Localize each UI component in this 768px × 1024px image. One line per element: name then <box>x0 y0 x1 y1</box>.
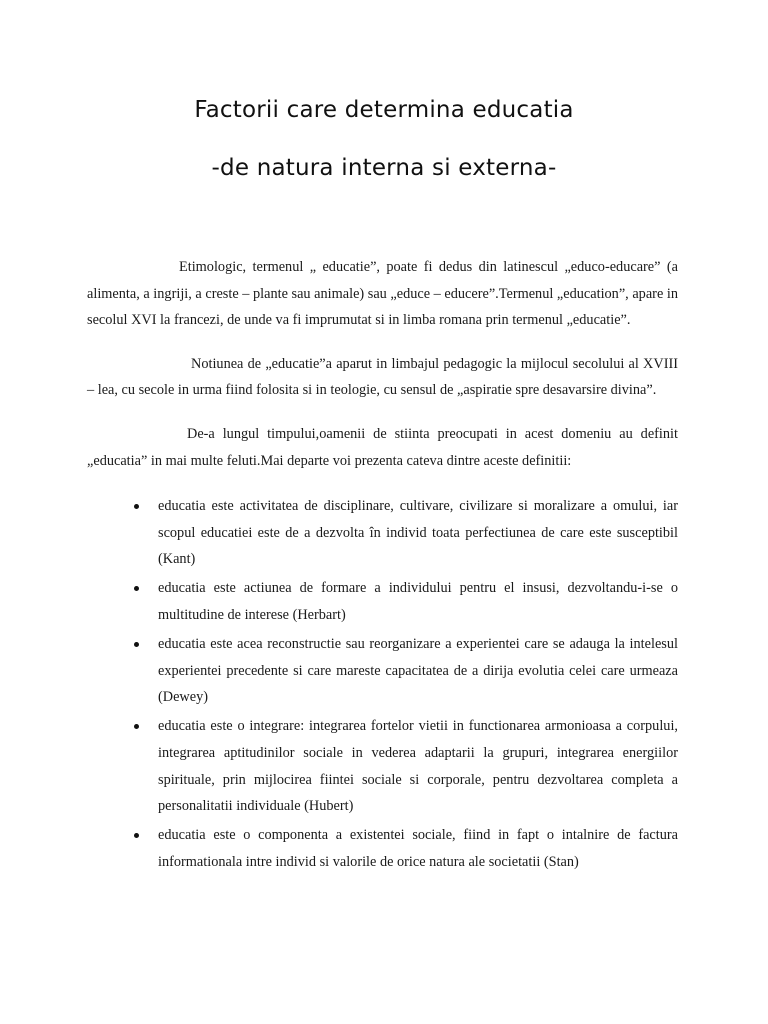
bullet-icon <box>134 504 139 509</box>
list-item <box>158 822 678 875</box>
list-item <box>158 575 678 628</box>
definitions-list <box>87 493 678 875</box>
list-item <box>158 631 678 711</box>
bullet-icon <box>134 833 139 838</box>
bullet-icon <box>134 724 139 729</box>
list-item <box>158 713 678 819</box>
list-item <box>158 493 678 573</box>
definition-kant: educatia este activitatea de disciplinare, cultivare, civilizare si moralizare a omului, iar scopul educatiei este de a dezvolta în individ toata perfectiunea de care este susceptibil (Kant) <box>158 498 678 568</box>
definition-stan: educatia este o componenta a existentei sociale, fiind in fapt o intalnire de factura informationala intre individ si valorile de orice natura ale societatii (Stan) <box>158 827 678 870</box>
definition-hubert: educatia este o integrare: integrarea fortelor vietii in functionarea armonioasa a corpului, integrarea aptitudinilor sociale in vederea adaptarii la grupuri, integrarea energiilor spirituale, prin mijlocirea fiintei sociale si corporale, pentru dezvoltarea completa a personalitatii individuale (Hubert) <box>158 718 678 815</box>
paragraph-intro-definitions: De-a lungul timpului,oamenii de stiinta preocupati in acest domeniu au definit „educatia” in mai multe feluti.Mai departe voi prezenta cateva dintre aceste definitii: <box>87 425 678 469</box>
bullet-icon <box>134 586 139 591</box>
bullet-icon <box>134 642 139 647</box>
document-title: Factorii care determina educatia <box>194 97 574 123</box>
document-body <box>87 254 678 878</box>
paragraph-etymology: Etimologic, termenul „ educatie”, poate fi dedus din latinescul „educo-educare” (a alimenta, a ingriji, a creste – plante sau animale) sau „educe – educere”.Termenul „education”, apare in secolul XVI la francezi, de unde va fi imprumutat si in limba romana prin termenul „educatie”. <box>87 259 678 329</box>
document-subtitle: -de natura interna si externa- <box>211 155 557 181</box>
definition-dewey: educatia este acea reconstructie sau reorganizare a experientei care se adauga la intelesul experientei precedente si care mareste capacitatea de a dirija evolutia celei care urmeaza (Dewey) <box>158 636 678 706</box>
paragraph-history: Notiunea de „educatie”a aparut in limbajul pedagogic la mijlocul secolului al XVIII – lea, cu secole in urma fiind folosita si in teologie, cu sensul de „aspiratie spre desavarsire divina”. <box>87 355 678 399</box>
definition-herbart: educatia este actiunea de formare a individului pentru el insusi, dezvoltandu-i-se o multitudine de interese (Herbart) <box>158 580 678 624</box>
